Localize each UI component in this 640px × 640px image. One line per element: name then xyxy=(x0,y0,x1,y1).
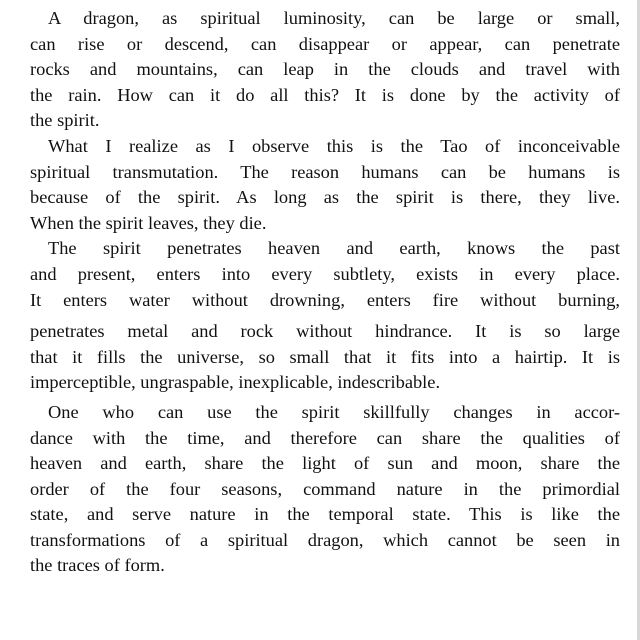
text-line: penetrates metal and rock without hindrance. It is so large xyxy=(30,321,620,342)
text-line: because of the spirit. As long as the spirit is there, they live. xyxy=(30,187,620,208)
text-line: transformations of a spiritual dragon, which cannot be seen in xyxy=(30,529,620,550)
paragraph-3 xyxy=(30,236,620,396)
text-line: It enters water without drowning, enters fire without burning, xyxy=(30,289,620,310)
text-line: order of the four seasons, command nature in the primordial xyxy=(30,478,620,499)
text-line: The spirit penetrates heaven and earth, knows the past xyxy=(48,238,620,259)
text-line: rocks and mountains, can leap in the clouds and travel with xyxy=(30,59,620,80)
text-line: imperceptible, ungraspable, inexplicable, indescribable. xyxy=(30,372,441,393)
text-line: A dragon, as spiritual luminosity, can be large or small, xyxy=(48,8,620,28)
text-line: When the spirit leaves, they die. xyxy=(30,212,267,233)
text-line: heaven and earth, share the light of sun and moon, share the xyxy=(30,453,620,474)
text-line: the rain. How can it do all this? It is done by the activity of xyxy=(30,84,620,105)
text-line: dance with the time, and therefore can share the qualities of xyxy=(30,427,620,448)
page-text xyxy=(30,6,620,579)
text-line: can rise or descend, can disappear or appear, can penetrate xyxy=(30,33,620,54)
text-line: spiritual transmutation. The reason humans can be humans is xyxy=(30,161,620,182)
paragraph-1 xyxy=(30,6,620,134)
paragraph-4 xyxy=(30,400,620,579)
text-line: that it fills the universe, so small that it fits into a hairtip. It is xyxy=(30,346,620,367)
text-line: the traces of form. xyxy=(30,555,165,576)
text-line: the spirit. xyxy=(30,110,100,131)
text-line: and present, enters into every subtlety, exists in every place. xyxy=(30,263,620,284)
text-line: What I realize as I observe this is the Tao of inconceivable xyxy=(48,135,620,156)
text-line: state, and serve nature in the temporal state. This is like the xyxy=(30,504,620,525)
text-line: One who can use the spirit skillfully changes in accor- xyxy=(48,401,620,422)
paragraph-2 xyxy=(30,134,620,236)
